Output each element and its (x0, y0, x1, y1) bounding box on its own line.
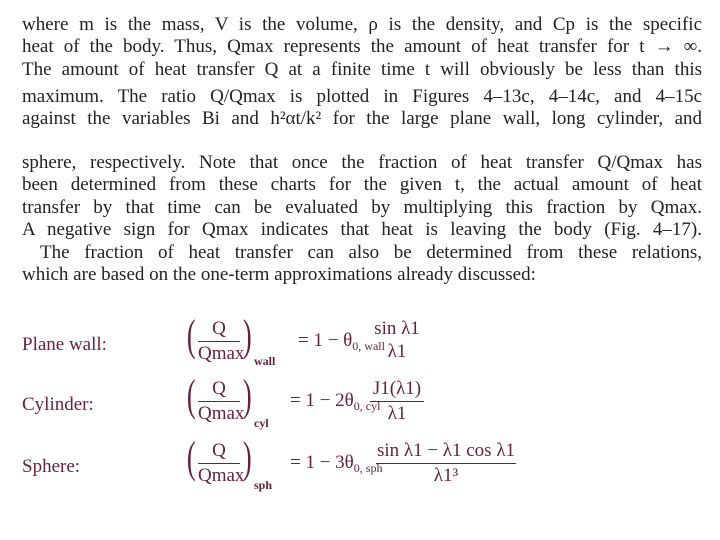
rhs-numerator: sin λ1 (374, 318, 420, 339)
lhs-numerator: Q (212, 440, 226, 461)
text-line: maximum. The ratio Q/Qmax is plotted in Figures 4–13c, 4–14c, and 4–15c (22, 86, 702, 107)
lhs-denominator: Qmax (198, 343, 245, 364)
rhs-numerator: sin λ1 − λ1 cos λ1 (376, 440, 516, 461)
right-paren: ) (242, 371, 252, 420)
rhs-prefix: = $1 - 3\theta_{0, sph}$ (290, 452, 383, 475)
rhs-numerator: J1(λ1) (372, 378, 422, 399)
paragraph-1 (22, 14, 702, 81)
paragraph-3 (22, 152, 702, 286)
rhs-denominator: λ1 (387, 341, 407, 362)
text-line: which are based on the one-term approximations already discussed: (22, 264, 536, 286)
paragraph-2 (22, 86, 702, 131)
rhs-denominator: λ1³ (433, 465, 459, 486)
lhs-subscript: sph (254, 478, 273, 492)
lhs-subscript: cyl (254, 416, 269, 430)
text-line: transfer by that time can be evaluated by multiplying this fraction by Qmax. (22, 196, 702, 218)
lhs-fraction (198, 378, 245, 425)
equation-label-plane-wall: Plane wall: (22, 334, 107, 355)
rhs-prefix: = $1 - 2\theta_{0, cyl}$ (290, 390, 381, 413)
text-line: where m is the mass, V is the volume, ρ is the density, and Cp is the specific (22, 14, 702, 35)
text-line: heat of the body. Thus, Qmax represents the amount of heat transfer for t → ∞. (22, 36, 702, 58)
right-paren: ) (242, 433, 252, 482)
lhs-fraction (198, 318, 245, 365)
lhs-numerator: Q (212, 318, 226, 339)
text-line: A negative sign for Qmax indicates that heat is leaving the body (Fig. 4–17). (22, 219, 702, 241)
rhs-prefix: = $1 - \theta_{0, wall}$ (298, 330, 385, 353)
text-line: The fraction of heat transfer can also be determined from these relations, (40, 241, 702, 263)
lhs-subscript: wall (254, 354, 276, 368)
lhs-denominator: Qmax (198, 403, 245, 424)
lhs-denominator: Qmax (198, 465, 245, 486)
equation-label-cylinder: Cylinder: (22, 394, 94, 415)
text-line: The amount of heat transfer Q at a finite time t will obviously be less than this (22, 58, 702, 80)
right-paren: ) (242, 311, 252, 360)
text-line: against the variables Bi and h²αt/k² for the large plane wall, long cylinder, and (22, 108, 702, 130)
left-paren: ( (186, 371, 196, 420)
rhs-fraction (370, 378, 424, 425)
lhs-fraction (198, 440, 245, 487)
left-paren: ( (186, 311, 196, 360)
rhs-denominator: λ1 (387, 403, 407, 424)
text-line: been determined from these charts for the given t, the actual amount of heat (22, 174, 702, 196)
rhs-fraction (368, 318, 426, 363)
equation-label-sphere: Sphere: (22, 456, 81, 477)
rhs-fraction (376, 440, 516, 487)
text-line: sphere, respectively. Note that once the fraction of heat transfer Q/Qmax has (22, 152, 702, 173)
lhs-numerator: Q (212, 378, 226, 399)
left-paren: ( (186, 433, 196, 482)
